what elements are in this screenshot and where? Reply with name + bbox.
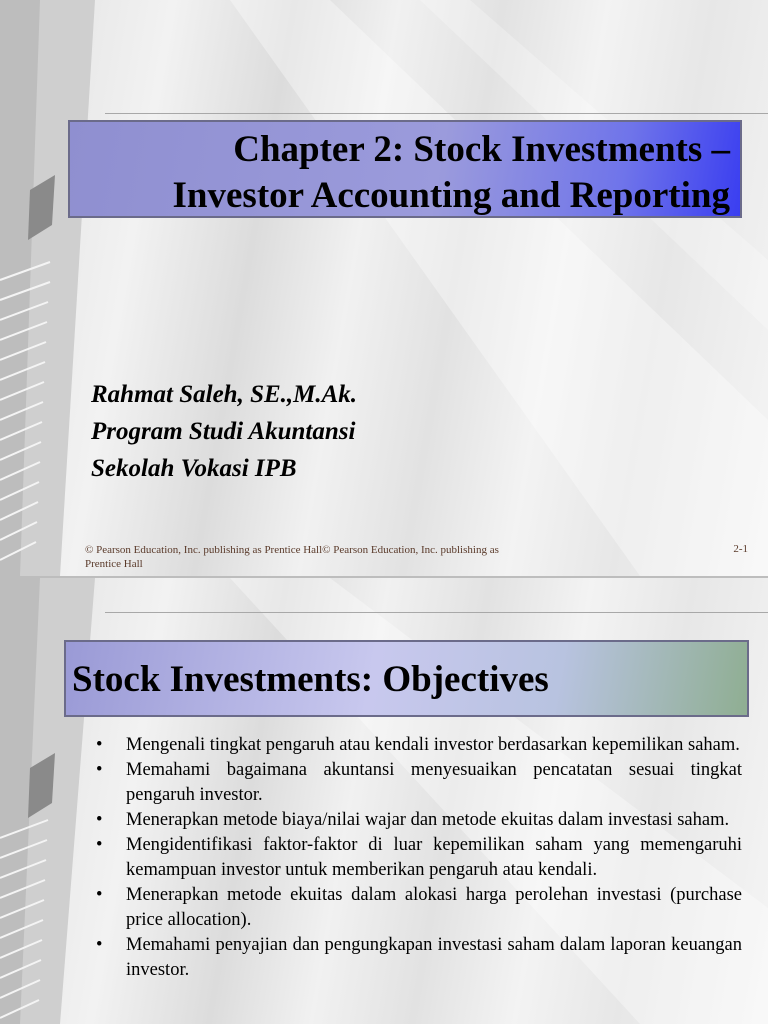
author-name: Rahmat Saleh, SE.,M.Ak. — [91, 381, 358, 408]
author-program: Program Studi Akuntansi — [91, 418, 356, 445]
building-graphic — [0, 0, 120, 576]
bullet-symbol: • — [96, 885, 103, 905]
bullet-symbol: • — [96, 935, 103, 955]
list-item-text: Mengidentifikasi faktor-faktor di luar kepemilikan saham yang memengaruhi kemampuan investor untuk memberikan pengaruh atau kendali. — [126, 835, 742, 880]
list-item — [96, 733, 742, 758]
slide-title-box — [68, 120, 742, 218]
list-item-text: Memahami bagaimana akuntansi menyesuaikan pencatatan sesuai tingkat pengaruh investor. — [126, 760, 742, 805]
bullet-symbol: • — [96, 760, 103, 780]
list-item-text: Menerapkan metode biaya/nilai wajar dan metode ekuitas dalam investasi saham. — [126, 810, 730, 830]
bullet-symbol: • — [96, 810, 103, 830]
list-item-text: Mengenali tingkat pengaruh atau kendali investor berdasarkan kepemilikan saham. — [126, 735, 740, 755]
bullet-symbol: • — [96, 835, 103, 855]
list-item — [96, 808, 742, 833]
slide-title-line-2: Investor Accounting and Reporting — [172, 175, 730, 216]
top-divider-line — [105, 612, 768, 613]
list-item-text: Memahami penyajian dan pengungkapan investasi saham dalam laporan keuangan investor. — [126, 935, 742, 980]
copyright-footer: © Pearson Education, Inc. publishing as Prentice Hall© Pearson Education, Inc. publishing as Prentice Hall — [85, 544, 499, 570]
list-item — [96, 758, 742, 808]
top-divider-line — [105, 113, 768, 114]
objectives-list — [96, 733, 742, 983]
page-number: 2-1 — [733, 543, 748, 555]
slide-title-box — [64, 640, 749, 717]
slide-title: Stock Investments: Objectives — [72, 659, 549, 700]
slide-2 — [0, 578, 768, 1024]
list-item — [96, 883, 742, 933]
list-item-text: Menerapkan metode ekuitas dalam alokasi harga perolehan investasi (purchase price allocation). — [126, 885, 742, 930]
author-school: Sekolah Vokasi IPB — [91, 455, 297, 482]
list-item — [96, 833, 742, 883]
bullet-symbol: • — [96, 735, 103, 755]
list-item — [96, 933, 742, 983]
slide-title-line-1: Chapter 2: Stock Investments – — [233, 129, 730, 170]
